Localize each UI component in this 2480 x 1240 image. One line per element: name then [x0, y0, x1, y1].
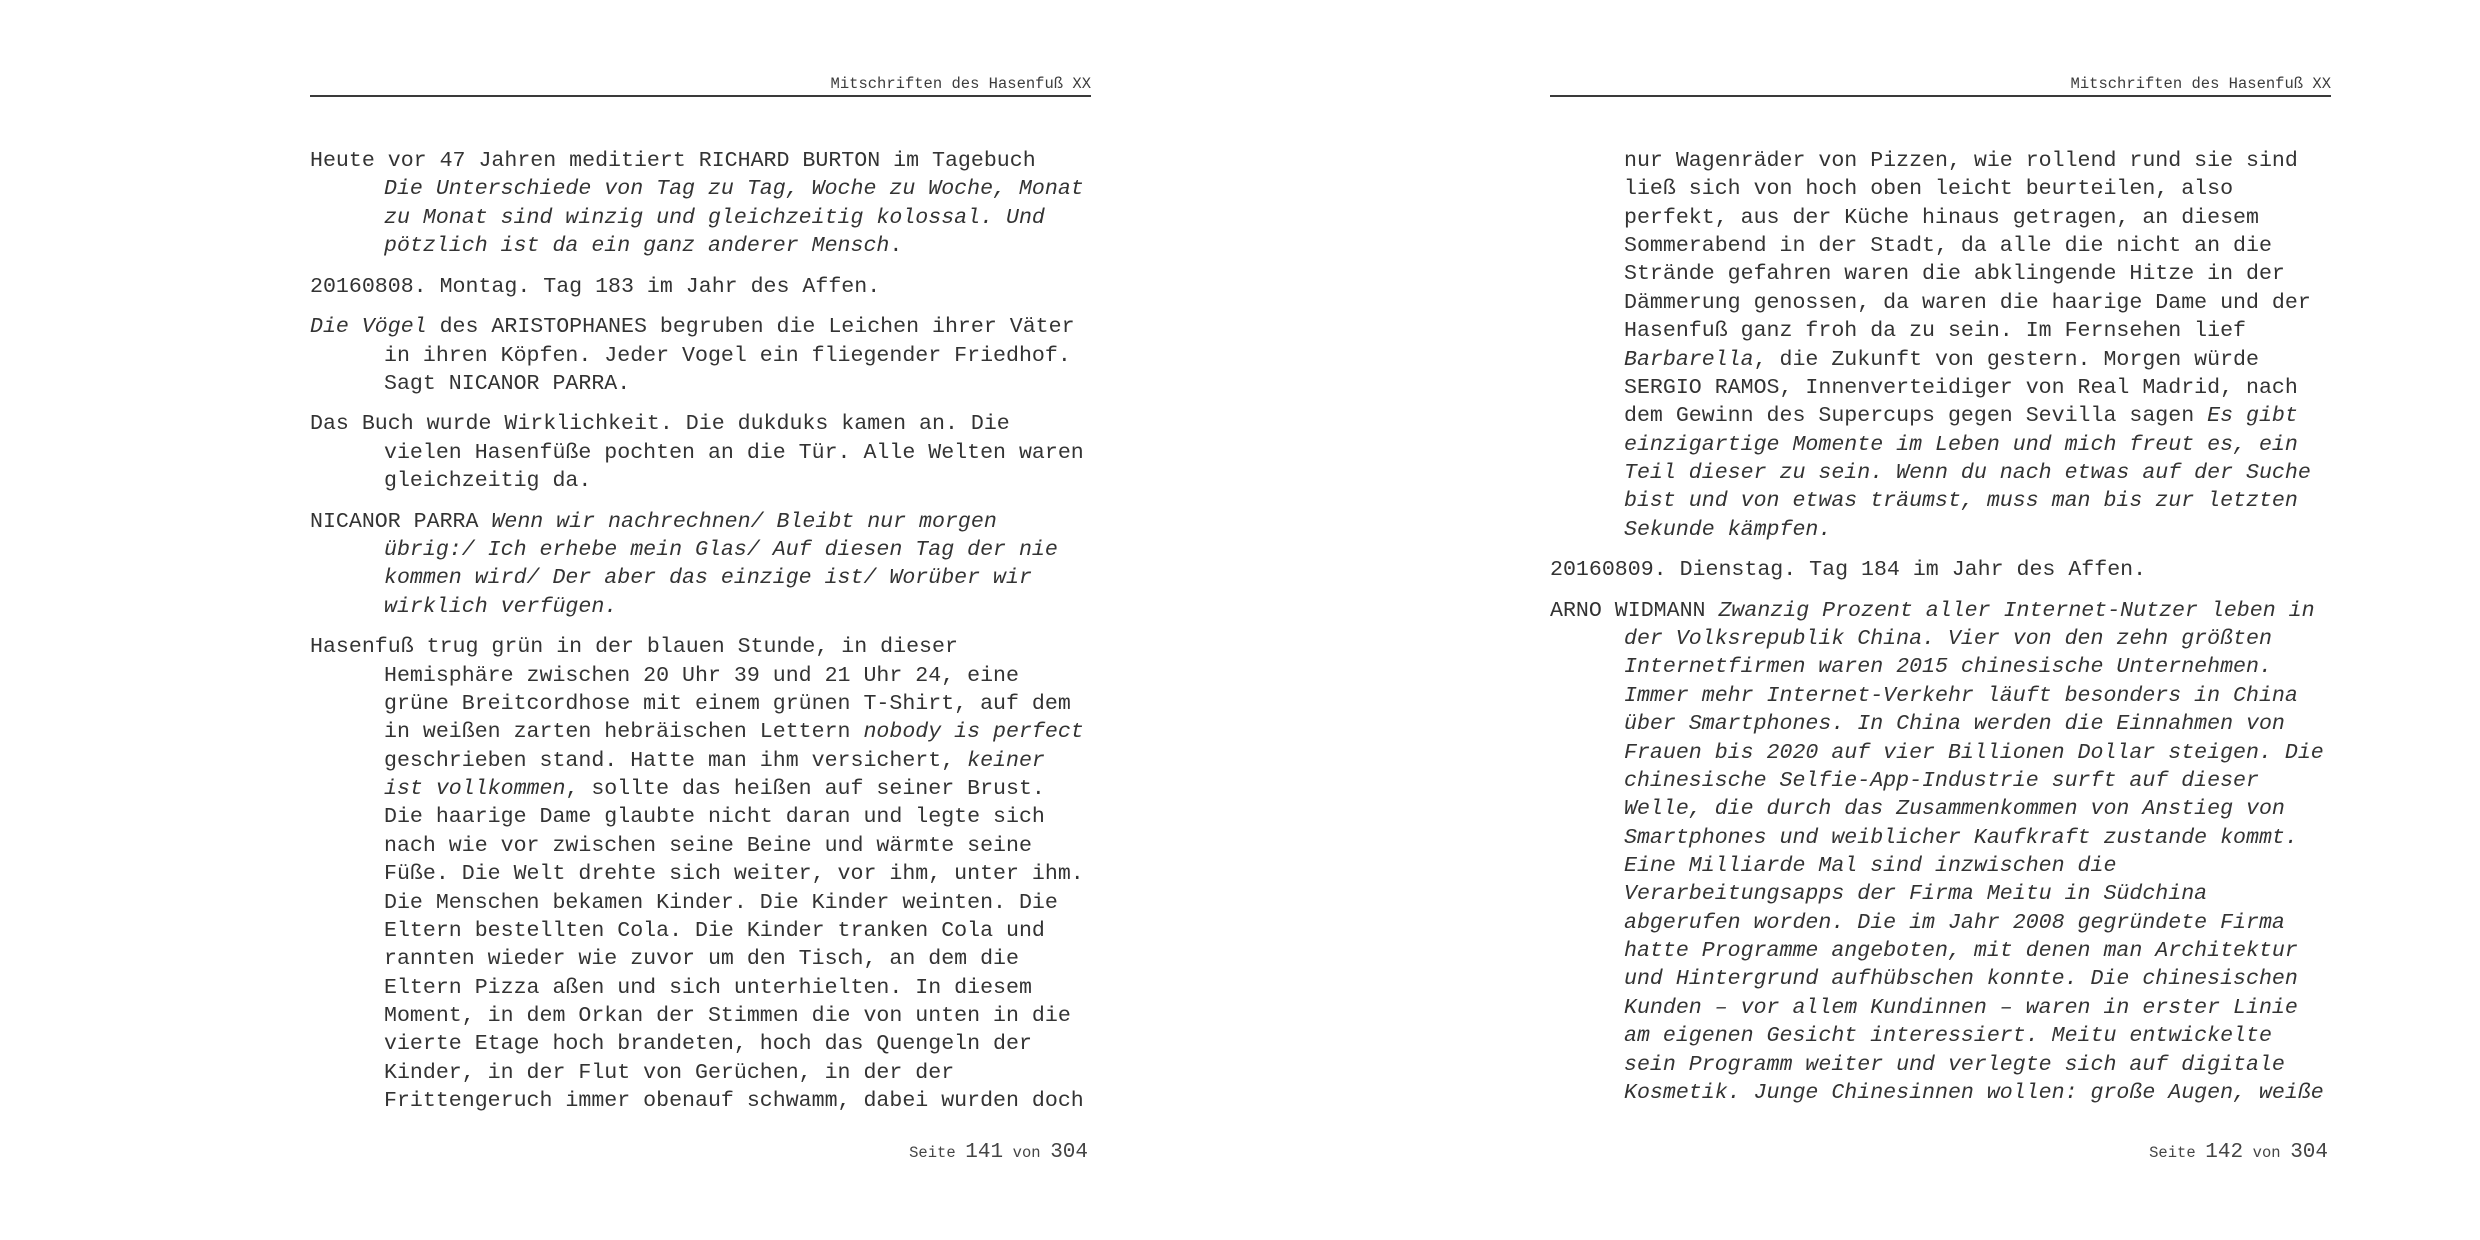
text-line [310, 1059, 1091, 1087]
page-footer [310, 1139, 1088, 1167]
text-line [310, 945, 1091, 973]
emphasized-text: zu Monat sind winzig und gleichzeitig kolossal. Und [384, 205, 1045, 230]
text-segment: 20160809. Dienstag. Tag 184 im Jahr des Affen. [1550, 558, 2147, 583]
emphasized-text: bist und von etwas träumst, muss man bis zur letzten [1624, 489, 2298, 514]
text-line [310, 1030, 1091, 1058]
text-segment: Sagt NICANOR PARRA. [384, 371, 631, 396]
text-segment: Sommerabend in der Stadt, da alle die nicht an die [1624, 234, 2272, 259]
text-segment: dem Gewinn des Supercups gegen Sevilla sagen [1624, 404, 2208, 429]
paragraph [1550, 597, 2331, 1107]
emphasized-text: Smartphones und weiblicher Kaufkraft zustande kommt. [1624, 825, 2298, 850]
emphasized-text: Frauen bis 2020 auf vier Billionen Dollar steigen. Die [1624, 740, 2324, 765]
text-line [1550, 1022, 2331, 1050]
text-line [1550, 317, 2331, 345]
text-segment: Eltern bestellten Cola. Die Kinder tranken Cola und [384, 918, 1045, 943]
text-segment: Strände gefahren waren die abklingende Hitze in der [1624, 262, 2285, 287]
text-line [1550, 852, 2331, 880]
emphasized-text: Die Unterschiede von Tag zu Tag, Woche zu Woche, Monat [384, 177, 1084, 202]
text-line [1550, 556, 2331, 584]
text-line [1550, 260, 2331, 288]
text-line [1550, 937, 2331, 965]
text-line [310, 1002, 1091, 1030]
text-line [1550, 965, 2331, 993]
page-number-label: Seite [2149, 1144, 2196, 1162]
text-line [1550, 1079, 2331, 1107]
text-segment: Moment, in dem Orkan der Stimmen die von unten in die [384, 1004, 1071, 1028]
text-line [1550, 880, 2331, 908]
emphasized-text: hatte Programme angeboten, mit denen man Architektur [1624, 939, 2298, 964]
page-number-total: 304 [1050, 1141, 1088, 1164]
page-number-current: 142 [2205, 1141, 2244, 1164]
emphasized-text: Welle, die durch das Zusammenkommen von Anstieg von [1624, 797, 2285, 822]
text-line [1550, 204, 2331, 232]
text-line [1550, 710, 2331, 738]
paragraph [1550, 147, 2331, 544]
emphasized-text: wirklich verfügen. [384, 594, 618, 619]
text-segment: NICANOR PARRA [310, 509, 492, 534]
text-line [310, 747, 1091, 775]
text-segment: Heute vor 47 Jahren meditiert RICHARD BURTON im Tagebuch [310, 149, 1036, 173]
text-segment: in ihren Köpfen. Jeder Vogel ein fliegender Friedhof. [384, 343, 1071, 368]
emphasized-text: Wenn wir nachrechnen/ Bleibt nur morgen [491, 509, 997, 534]
page-number-label: Seite [909, 1144, 956, 1162]
text-line [310, 508, 1091, 536]
text-line [1550, 147, 2331, 175]
text-line [1550, 487, 2331, 515]
text-segment: vielen Hasenfüße pochten an die Tür. Alle Welten waren [384, 440, 1084, 465]
page-body [1550, 147, 2331, 1119]
emphasized-text: sein Programm weiter und verlegte sich auf digitale [1624, 1052, 2285, 1077]
text-segment: gleichzeitig da. [384, 469, 592, 494]
text-line [310, 467, 1091, 495]
emphasized-text: Teil dieser zu sein. Wenn du nach etwas auf der Suche [1624, 460, 2311, 485]
text-segment: Frittengeruch immer obenauf schwamm, dabei wurden doch [384, 1089, 1084, 1114]
text-line [1550, 459, 2331, 487]
emphasized-text: Kunden – vor allem Kundinnen – waren in erster Linie [1624, 995, 2298, 1020]
text-line [310, 204, 1091, 232]
paragraph [310, 273, 1091, 301]
text-line [310, 633, 1091, 661]
emphasized-text: Verarbeitungsapps der Firma Meitu in Südchina [1624, 882, 2208, 907]
text-segment: Das Buch wurde Wirklichkeit. Die dukduks kamen an. Die [310, 412, 1010, 437]
text-segment: , die Zukunft von gestern. Morgen würde [1753, 347, 2259, 372]
left-page [310, 0, 1091, 1240]
text-segment: . [889, 234, 903, 259]
paragraph [310, 410, 1091, 495]
emphasized-text: einzigartige Momente im Leben und mich freut es, ein [1624, 432, 2298, 457]
emphasized-text: nobody is perfect [863, 720, 1084, 745]
emphasized-text: Es gibt [2207, 404, 2298, 429]
text-line [310, 803, 1091, 831]
text-line [310, 974, 1091, 1002]
page-number-total: 304 [2290, 1141, 2328, 1164]
text-line [1550, 739, 2331, 767]
text-line [310, 860, 1091, 888]
page-footer [1550, 1139, 2328, 1167]
text-segment: , sollte das heißen auf seiner Brust. [565, 777, 1045, 802]
emphasized-text: am eigenen Gesicht interessiert. Meitu entwickelte [1624, 1024, 2272, 1049]
text-line [310, 273, 1091, 301]
running-header: Mitschriften des Hasenfuß XX [830, 75, 1091, 93]
right-page [1550, 0, 2331, 1240]
text-line [310, 410, 1091, 438]
text-segment: des ARISTOPHANES begruben die Leichen ihrer Väter [426, 315, 1075, 340]
emphasized-text: pötzlich ist da ein ganz anderer Mensch [384, 234, 890, 259]
running-header: Mitschriften des Hasenfuß XX [2070, 75, 2331, 93]
text-segment: rannten wieder wie zuvor um den Tisch, an dem die [384, 947, 1019, 972]
text-segment: Dämmerung genossen, da waren die haarige Dame und der [1624, 290, 2311, 315]
page-body [310, 147, 1091, 1128]
emphasized-text: über Smartphones. In China werden die Einnahmen von [1624, 712, 2285, 737]
text-line [310, 342, 1091, 370]
text-segment: SERGIO RAMOS, Innenverteidiger von Real Madrid, nach [1624, 375, 2298, 400]
text-line [310, 917, 1091, 945]
text-segment: Eltern Pizza aßen und sich unterhielten. In diesem [384, 975, 1032, 1000]
text-segment: ARNO WIDMANN [1550, 598, 1719, 623]
page-number-separator: von [2252, 1144, 2281, 1162]
text-segment: nach wie vor zwischen seine Beine und wärmte seine [384, 833, 1032, 858]
text-line [1550, 175, 2331, 203]
text-line [1550, 431, 2331, 459]
paragraph [310, 508, 1091, 621]
text-line [310, 1087, 1091, 1115]
text-segment: perfekt, aus der Küche hinaus getragen, an diesem [1624, 205, 2259, 230]
text-segment: grüne Breitcordhose mit einem grünen T-Shirt, auf dem [384, 692, 1071, 717]
text-line [1550, 653, 2331, 681]
text-segment: in weißen zarten hebräischen Lettern [384, 720, 864, 745]
text-line [310, 536, 1091, 564]
text-line [310, 690, 1091, 718]
emphasized-text: und Hintergrund aufhübschen konnte. Die chinesischen [1624, 967, 2298, 992]
text-line [1550, 682, 2331, 710]
text-line [1550, 402, 2331, 430]
text-line [310, 889, 1091, 917]
emphasized-text: übrig:/ Ich erhebe mein Glas/ Auf diesen Tag der nie [384, 538, 1058, 563]
emphasized-text: Barbarella [1624, 347, 1754, 372]
text-line [1550, 795, 2331, 823]
text-line [1550, 909, 2331, 937]
page-number-current: 141 [965, 1141, 1004, 1164]
text-line [310, 147, 1091, 175]
page-number-separator: von [1012, 1144, 1041, 1162]
text-line [1550, 232, 2331, 260]
text-line [310, 313, 1091, 341]
text-line [1550, 597, 2331, 625]
emphasized-text: Eine Milliarde Mal sind inzwischen die [1624, 854, 2117, 878]
text-line [1550, 374, 2331, 402]
text-segment: Hasenfuß trug grün in der blauen Stunde, in dieser [310, 635, 958, 660]
text-line [1550, 289, 2331, 317]
text-segment: Kinder, in der Flut von Gerüchen, in der der [384, 1060, 955, 1085]
text-segment: Füße. Die Welt drehte sich weiter, vor ihm, unter ihm. [384, 862, 1084, 887]
emphasized-text: der Volksrepublik China. Vier von den zehn größten [1624, 627, 2272, 652]
text-segment: geschrieben stand. Hatte man ihm versichert, [384, 748, 968, 773]
emphasized-text: ist vollkommen [384, 777, 566, 802]
text-segment: Hasenfuß ganz froh da zu sein. Im Fernsehen lief [1624, 319, 2247, 344]
text-segment: 20160808. Montag. Tag 183 im Jahr des Affen. [310, 274, 881, 299]
paragraph [310, 633, 1091, 1115]
text-line [310, 439, 1091, 467]
text-line [1550, 346, 2331, 374]
text-line [310, 832, 1091, 860]
text-line [310, 718, 1091, 746]
emphasized-text: Internetfirmen waren 2015 chinesische Unternehmen. [1624, 655, 2272, 680]
paragraph [310, 147, 1091, 260]
text-line [1550, 824, 2331, 852]
text-segment: ließ sich von hoch oben leicht beurteilen, also [1624, 177, 2234, 202]
text-line [310, 232, 1091, 260]
emphasized-text: abgerufen worden. Die im Jahr 2008 gegründete Firma [1624, 910, 2285, 935]
text-line [310, 593, 1091, 621]
emphasized-text: Die Vögel [310, 315, 427, 340]
paragraph [1550, 556, 2331, 584]
header-rule [310, 95, 1091, 97]
emphasized-text: Zwanzig Prozent aller Internet-Nutzer leben in [1718, 598, 2315, 623]
text-line [310, 564, 1091, 592]
text-line [310, 175, 1091, 203]
emphasized-text: kommen wird/ Der aber das einzige ist/ Worüber wir [384, 566, 1032, 591]
text-line [310, 370, 1091, 398]
text-segment: Die haarige Dame glaubte nicht daran und legte sich [384, 805, 1045, 830]
text-line [310, 662, 1091, 690]
text-line [1550, 516, 2331, 544]
text-line [1550, 625, 2331, 653]
paragraph [310, 313, 1091, 398]
text-segment: nur Wagenräder von Pizzen, wie rollend rund sie sind [1624, 149, 2298, 173]
header-rule [1550, 95, 2331, 97]
text-segment: Die Menschen bekamen Kinder. Die Kinder weinten. Die [384, 890, 1058, 915]
text-line [1550, 1051, 2331, 1079]
emphasized-text: Kosmetik. Junge Chinesinnen wollen: große Augen, weiße [1624, 1080, 2324, 1105]
text-segment: vierte Etage hoch brandeten, hoch das Quengeln der [384, 1032, 1032, 1057]
emphasized-text: Sekunde kämpfen. [1624, 517, 1832, 542]
text-segment: Hemisphäre zwischen 20 Uhr 39 und 21 Uhr 24, eine [384, 663, 1019, 688]
emphasized-text: chinesische Selfie-App-Industrie surft auf dieser [1624, 768, 2259, 793]
text-line [1550, 994, 2331, 1022]
emphasized-text: Immer mehr Internet-Verkehr läuft besonders in China [1624, 683, 2298, 708]
text-line [1550, 767, 2331, 795]
text-line [310, 775, 1091, 803]
emphasized-text: keiner [967, 748, 1045, 773]
